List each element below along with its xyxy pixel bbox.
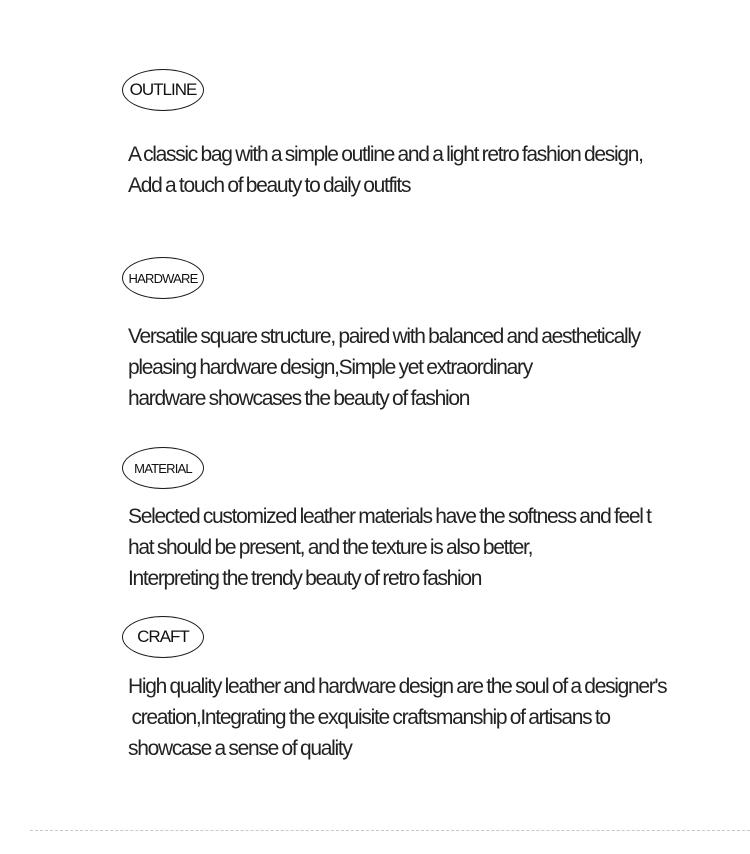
description-line: creation,Integrating the exquisite craftsmanship of artisans to: [128, 706, 610, 729]
description-line: hardware showcases the beauty of fashion: [128, 387, 470, 410]
material-badge: MATERIAL: [122, 447, 204, 489]
dashed-divider: [30, 830, 750, 831]
description-line: A classic bag with a simple outline and a light retro fashion design,: [128, 143, 643, 166]
description-line: Versatile square structure, paired with balanced and aesthetically: [128, 325, 640, 348]
hardware-description: [128, 321, 748, 414]
craft-badge: CRAFT: [122, 616, 204, 658]
outline-description: [128, 139, 748, 201]
description-line: hat should be present, and the texture is also better,: [128, 536, 533, 559]
description-line: showcase a sense of quality: [128, 737, 352, 760]
craft-description: [128, 671, 748, 764]
outline-badge: OUTLINE: [122, 69, 204, 111]
description-line: High quality leather and hardware design are the soul of a designer's: [128, 675, 667, 698]
description-line: Selected customized leather materials have the softness and feel t: [128, 505, 651, 528]
description-line: pleasing hardware design,Simple yet extraordinary: [128, 356, 532, 379]
description-line: Add a touch of beauty to daily outfits: [128, 174, 411, 197]
hardware-badge: HARDWARE: [122, 257, 204, 299]
description-line: Interpreting the trendy beauty of retro fashion: [128, 567, 482, 590]
material-description: [128, 501, 748, 594]
